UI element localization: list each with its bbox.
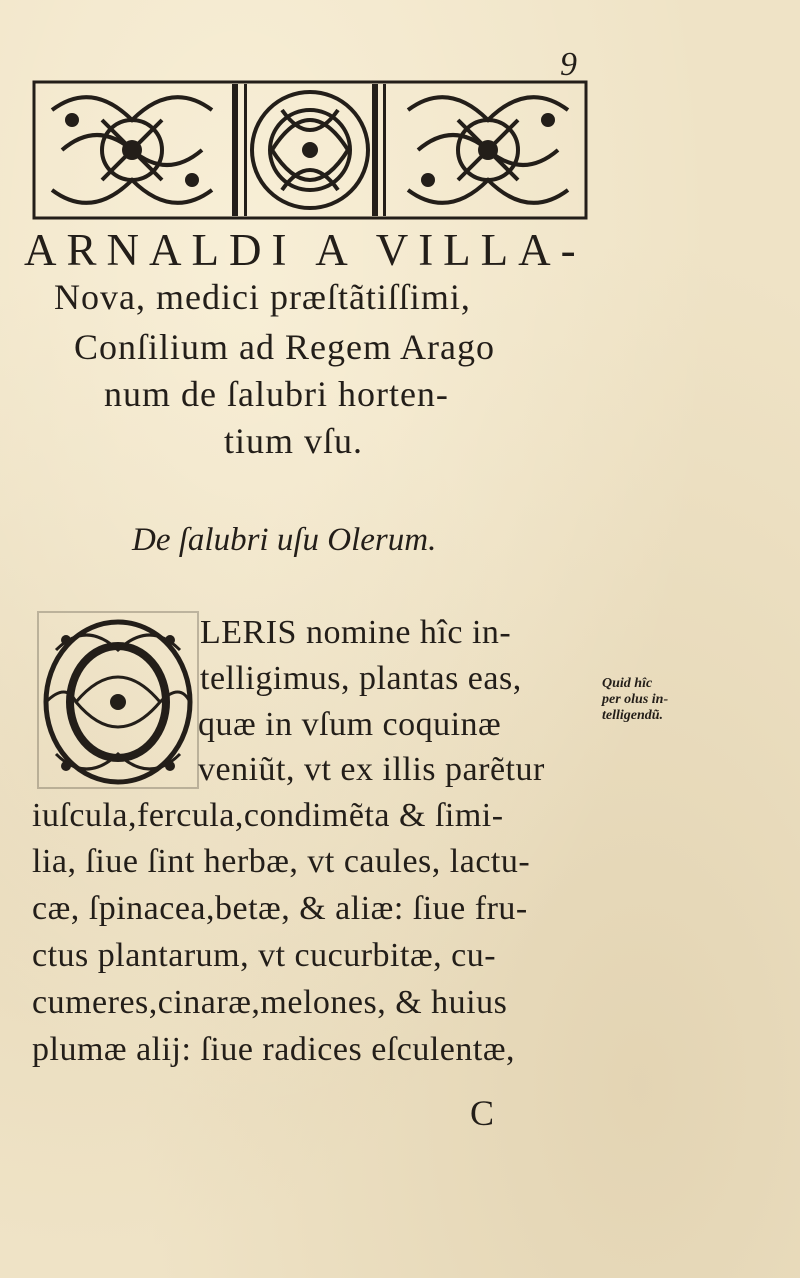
body-line: plumæ alij: ſiue radices eſculentæ, xyxy=(32,1031,515,1068)
margin-note-line: Quid hîc xyxy=(602,676,653,691)
body-line: veniũt, vt ex illis parẽtur xyxy=(198,751,545,788)
margin-note-line: per olus in- xyxy=(602,692,669,707)
title-line: num de ſalubri horten- xyxy=(104,374,449,414)
title-line: tium vſu. xyxy=(224,421,364,461)
body-line: iuſcula,fercula,condimẽta & ſimi- xyxy=(32,797,504,834)
section-heading: De ſalubri uſu Olerum. xyxy=(132,522,437,558)
page-number: 9 xyxy=(560,46,577,83)
decorated-initial-icon xyxy=(36,610,200,790)
body-line: cæ, ſpinacea,betæ, & aliæ: ſiue fru- xyxy=(32,890,528,927)
body-line: quæ in vſum coquinæ xyxy=(198,706,502,743)
body-line: telligimus, plantas eas, xyxy=(200,660,522,697)
margin-note xyxy=(602,676,720,724)
signature-mark: C xyxy=(470,1093,495,1133)
body-line: lia, ſiue ſint herbæ, vt caules, lactu- xyxy=(32,843,531,880)
title-line: Nova, medici præſtãtiſſimi, xyxy=(54,277,471,317)
body-line: LERIS nomine hîc in- xyxy=(200,614,512,651)
title-line: Conſilium ad Regem Arago xyxy=(74,327,495,367)
body-line: cumeres,cinaræ,melones, & huius xyxy=(32,984,508,1021)
margin-note-line: telligendũ. xyxy=(602,708,664,723)
body-line: ctus plantarum, vt cucurbitæ, cu- xyxy=(32,937,497,974)
floral-headpiece-icon xyxy=(32,80,588,220)
title-line: ARNALDI A VILLA- xyxy=(24,225,586,275)
